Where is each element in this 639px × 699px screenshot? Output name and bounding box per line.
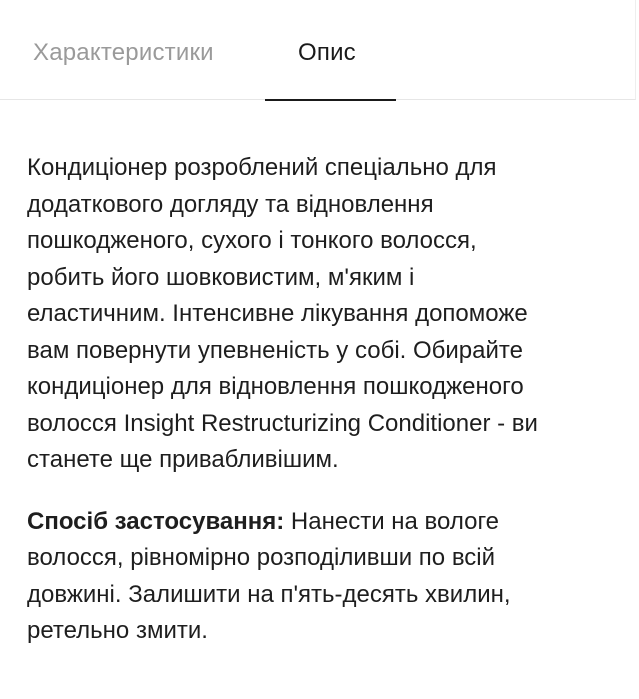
description-line: пошкодженого, сухого і тонкого волосся, [27, 227, 477, 254]
description-line: Кондиціонер розроблений спеціально для [27, 154, 497, 181]
tabs-bar [0, 0, 636, 100]
description-line: додаткового догляду та відновлення [27, 190, 434, 218]
usage-label: Спосіб застосування: [27, 507, 285, 535]
description-line: робить його шовковистим, м'яким і [27, 263, 415, 291]
description-content [27, 150, 627, 650]
usage-first-line [27, 504, 627, 541]
tab-description[interactable]: Опис [298, 39, 356, 66]
description-line: кондиціонер для відновлення пошкодженого [27, 373, 524, 400]
usage-line: довжині. Залишити на п'ять-десять хвилин, [27, 580, 511, 608]
usage-paragraph [27, 504, 627, 650]
tab-characteristics[interactable]: Характеристики [33, 39, 214, 66]
usage-line: ретельно змити. [27, 617, 208, 644]
description-line: вам повернути упевненість у собі. Обирайте [27, 336, 523, 364]
usage-text: Нанести на вологе [284, 507, 500, 535]
description-paragraph [27, 150, 627, 479]
description-line: еластичним. Інтенсивне лікування допоможе [27, 300, 528, 327]
usage-line: волосся, рівномірно розподіливши по всій [27, 544, 496, 571]
active-tab-indicator [265, 99, 396, 101]
description-line: станете ще привабливішим. [27, 446, 339, 473]
description-line: волосся Insight Restructurizing Conditioner - ви [27, 409, 538, 437]
